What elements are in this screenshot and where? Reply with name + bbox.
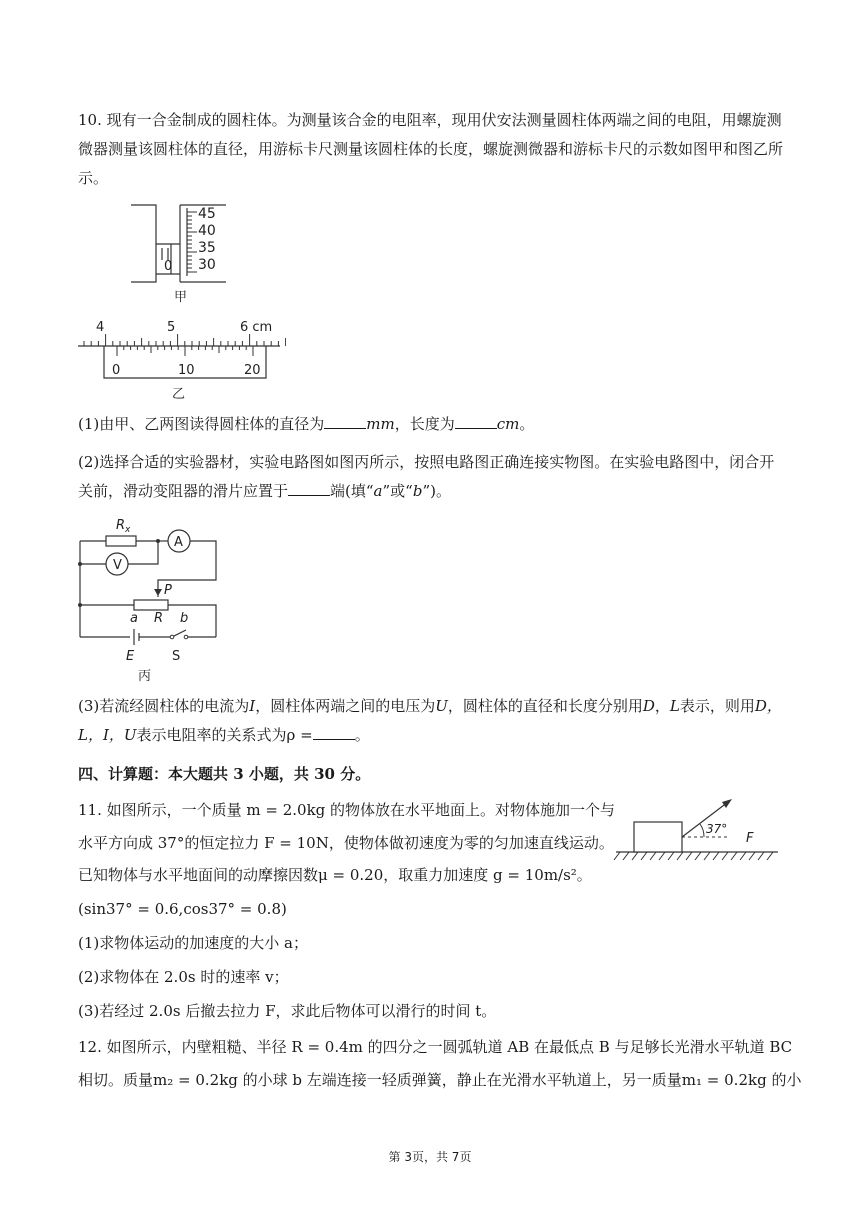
micrometer-tick-30: 30 [198,257,216,273]
battery-e-label: E [126,649,135,664]
micrometer-zero: 0 [164,259,173,274]
end-a-label: a [130,611,138,626]
figure-jia-caption: 甲 [174,290,188,304]
answer-blank-resistivity [313,725,355,740]
figure-jia-micrometer [128,202,238,308]
page-footer: 第 3页，共 7页 [388,1150,472,1164]
micrometer-tick-35: 35 [198,240,216,256]
slider-p-label: P [164,583,172,598]
question-11-line-1: 11. 如图所示，一个质量 m = 2.0kg 的物体放在水平地面上。对物体施加一个与 [78,801,616,819]
question-11-line-3: 已知物体与水平地面间的动摩擦因数μ = 0.20，取重力加速度 g = 10m/s²。 [78,866,592,884]
micrometer-tick-40: 40 [198,223,216,239]
rx-label: $R_x$ [116,518,131,535]
ammeter-label: A [174,535,183,550]
question-11-line-4: (sin37° = 0.6,cos37° = 0.8) [78,900,287,918]
question-11-sub-3: (3)若经过 2.0s 后撤去拉力 F，求此后物体可以滑行的时间 t。 [78,1002,497,1020]
figure-yi-caption: 乙 [172,387,186,402]
question-10-text: 10. 现有一合金制成的圆柱体。为测量该合金的电阻率，现用伏安法测量圆柱体两端之间的电阻，用螺旋测微器测量该圆柱体的直径，用游标卡尺测量该圆柱体的长度，螺旋测微器和游标卡尺的示数如图甲和图乙所示。 [78,111,784,187]
rheostat-r-label: R [154,611,164,626]
caliper-vernier-10: 10 [178,363,195,378]
caliper-main-5: 5 [167,320,176,335]
question-10-sub-3: (3)若流经圆柱体的电流为I，圆柱体两端之间的电压为U，圆柱体的直径和长度分别用D，L表示，则用D，L，I，U表示电阻率的关系式为ρ = 。 [78,697,782,744]
answer-blank-length [455,414,497,429]
figure-bing-circuit [72,512,232,688]
question-11-line-2: 水平方向成 37°的恒定拉力 F = 10N，使物体做初速度为零的匀加速直线运动。 [78,834,614,852]
caliper-main-4: 4 [96,320,105,335]
question-10-sub-1: (1)由甲、乙两图读得圆柱体的直径为 mm，长度为 cm。 [78,415,535,433]
question-10-sub-2: (2)选择合适的实验器材，实验电路图如图丙所示，按照电路图正确连接实物图。在实验电路图中，闭合开关前，滑动变阻器的滑片应置于 端(填“a”或“b”)。 [78,453,775,500]
figure-yi-vernier [74,316,286,406]
section-4-heading: 四、计算题：本大题共 3 小题，共 30 分。 [78,765,371,783]
question-12-line-1: 12. 如图所示，内壁粗糙、半径 R = 0.4m 的四分之一圆弧轨道 AB 在最低点 B 与足够长光滑水平轨道 BC [78,1038,793,1056]
voltmeter-label: V [113,558,122,573]
switch-s-label: S [172,649,181,664]
caliper-vernier-0: 0 [112,363,121,378]
question-12-line-2: 相切。质量m₂ = 0.2kg 的小球 b 左端连接一轻质弹簧，静止在光滑水平轨道上，另一质量m₁ = 0.2kg 的小 [78,1071,802,1089]
question-11-sub-1: (1)求物体运动的加速度的大小 a； [78,934,308,952]
caliper-vernier-20: 20 [244,363,261,378]
figure-bing-caption: 丙 [138,669,152,684]
answer-blank-diameter [324,414,366,429]
figure-q11-block [612,794,784,870]
caliper-main-6cm: 6 cm [240,320,273,335]
force-f-label: F [746,831,754,846]
angle-37-label: 37° [706,822,728,836]
end-b-label: b [180,611,189,626]
question-11-sub-2: (2)求物体在 2.0s 时的速率 v； [78,968,289,986]
answer-blank-slider-end [288,481,330,496]
micrometer-tick-45: 45 [198,206,216,222]
